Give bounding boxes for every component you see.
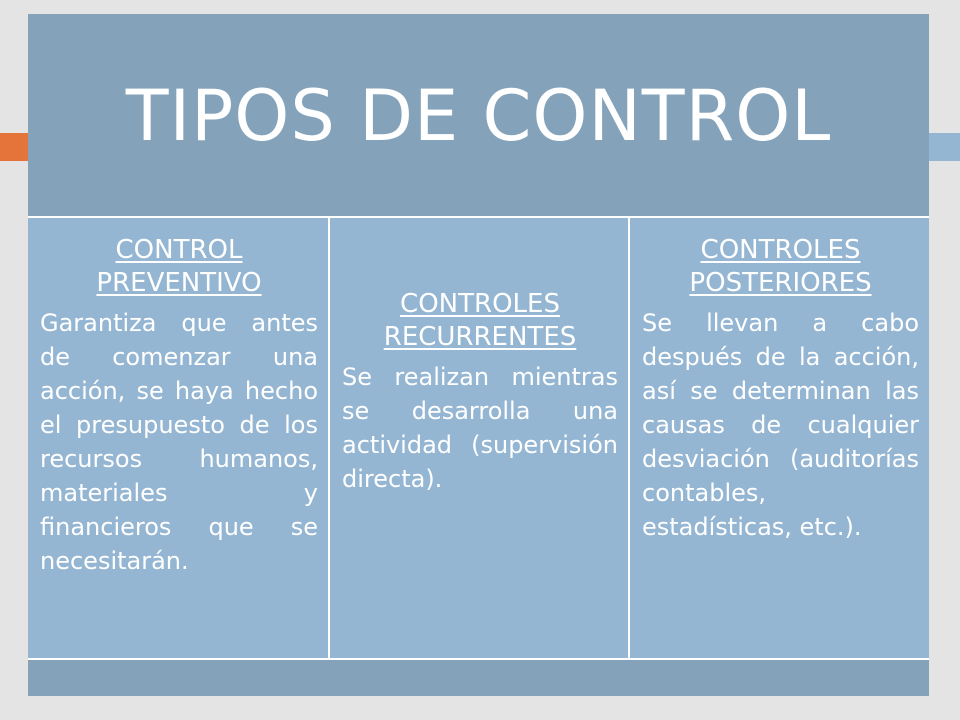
column-text: Se realizan mientras se desarrolla una actividad (supervisión directa). <box>342 363 618 493</box>
orange-accent-bar <box>0 133 28 161</box>
column-recurrent <box>328 218 628 658</box>
slide <box>28 14 929 696</box>
column-heading: CONTROL PREVENTIVO <box>96 235 262 298</box>
column-text: Garantiza que antes de comenzar una acción, se haya hecho el presupuesto de los recursos humanos, materiales y financieros que se necesitarán. <box>40 309 318 575</box>
column-preventive <box>28 218 328 658</box>
column-posterior <box>628 218 929 658</box>
column-heading: CONTROLES RECURRENTES <box>383 289 577 352</box>
column-text: Se llevan a cabo después de la acción, así se determinan las causas de cualquier desviación (auditorías contables, estadísticas, etc.). <box>642 309 919 541</box>
control-types-table <box>28 216 929 660</box>
slide-title: TIPOS DE CONTROL <box>125 75 832 157</box>
blue-accent-bar <box>929 133 960 161</box>
column-heading: CONTROLES POSTERIORES <box>689 235 872 298</box>
